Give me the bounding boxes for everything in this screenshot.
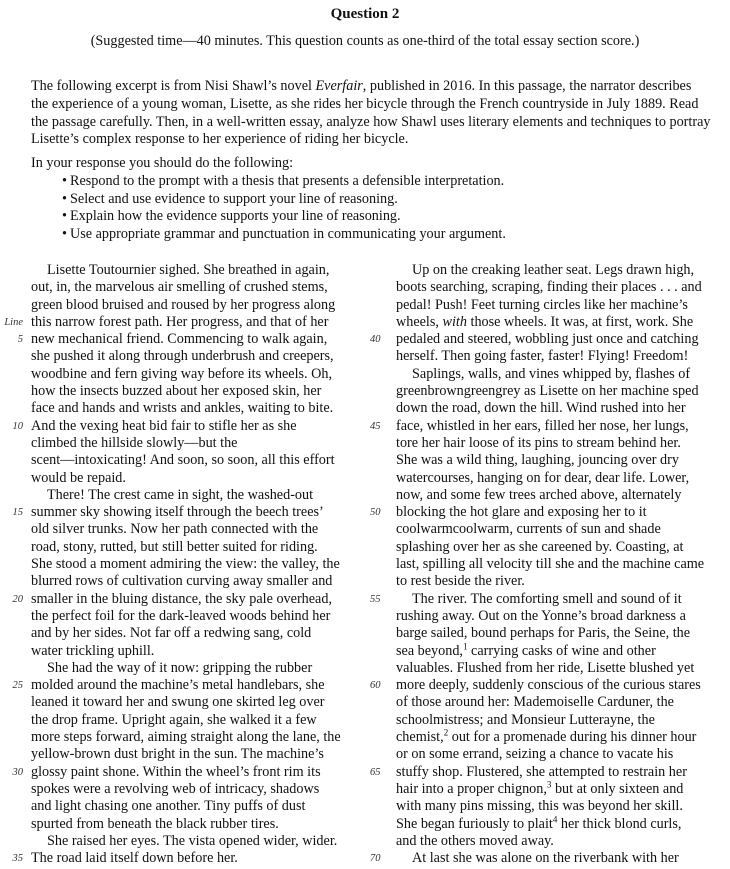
line-text: hair into a proper chignon,$^3$ but at only sixteen and bbox=[396, 779, 684, 797]
prompt-intro bbox=[31, 78, 711, 149]
passage-line bbox=[0, 521, 350, 538]
line-text: and by her sides. Not far off a redwing sang, cold bbox=[31, 625, 312, 642]
line-text: road, stony, rutted, but still better suited for riding. bbox=[31, 538, 318, 555]
line-text: Up on the creaking leather seat. Legs drawn high, bbox=[412, 262, 695, 278]
passage-line bbox=[370, 764, 715, 781]
line-number: 10 bbox=[12, 420, 23, 432]
passage-line bbox=[0, 383, 350, 400]
line-text: tore her hair loose of its pins to stream behind her. bbox=[396, 434, 681, 451]
line-text: woodbine and fern giving way before its wheels. Oh, bbox=[31, 365, 333, 382]
line-text: would be repaid. bbox=[31, 469, 126, 486]
line-number: Line bbox=[4, 316, 23, 328]
line-text: She had the way of it now: gripping the rubber bbox=[47, 659, 313, 676]
question-title: Question 2 bbox=[330, 6, 400, 22]
passage-line bbox=[370, 452, 715, 469]
instructions-lead: In your response you should do the following: bbox=[31, 155, 294, 171]
line-number: 5 bbox=[17, 334, 23, 346]
passage-line bbox=[370, 504, 715, 521]
line-number: 70 bbox=[370, 853, 381, 865]
line-text: smaller in the bluing distance, the sky pale overhead, bbox=[31, 590, 332, 607]
book-title: Everfair bbox=[315, 78, 363, 94]
line-text: leaned it toward her and swung one skirted leg over bbox=[31, 694, 325, 711]
footnote-marker: 1 bbox=[462, 640, 468, 651]
passage-line bbox=[0, 279, 350, 296]
instruction-item: • Use appropriate grammar and punctuation in communicating your argument. bbox=[31, 226, 711, 244]
line-text: At last she was alone on the riverbank with her bbox=[412, 850, 679, 867]
line-text: pedal! Push! Feet turning circles like her machine’s bbox=[396, 296, 688, 313]
line-text: The river. The comforting smell and sound of it bbox=[412, 590, 682, 607]
passage-line bbox=[370, 331, 715, 348]
line-text: the perfect foil for the dark-leaved woods behind her bbox=[31, 607, 331, 624]
line-text: chemist,$^2$ out for a promenade during his dinner hour bbox=[396, 727, 697, 746]
passage-line bbox=[0, 850, 350, 867]
passage-line bbox=[0, 591, 350, 608]
passage-line bbox=[0, 677, 350, 694]
line-text: watercourses, hanging on for dear, dear life. Lower, bbox=[396, 469, 690, 486]
passage-line bbox=[370, 470, 715, 487]
passage-line bbox=[0, 314, 350, 331]
line-text: spurted from beneath the black rubber tires. bbox=[31, 815, 279, 832]
passage-line bbox=[0, 452, 350, 469]
line-text: splashing over her as she careened by. Coasting, at bbox=[396, 538, 684, 555]
line-number: 45 bbox=[370, 420, 381, 432]
line-text: and light chasing one another. Tiny puffs of dust bbox=[31, 798, 306, 815]
line-text: this narrow forest path. Her progress, and that of her bbox=[31, 313, 329, 330]
line-text: yellow-brown dust bright in the sun. The machine’s bbox=[31, 746, 324, 763]
line-text: pedaled and steered, wobbling just once and catching bbox=[396, 331, 699, 348]
line-text: sea beyond,$^1$ carrying casks of wine and other bbox=[396, 640, 656, 659]
line-text: new mechanical friend. Commencing to walk again, bbox=[31, 331, 328, 348]
line-text: schoolmistress; and Monsieur Lutterayne, the bbox=[396, 711, 655, 728]
line-number: 60 bbox=[370, 680, 381, 692]
line-text: green blood bruised and roused by her progress along bbox=[31, 296, 336, 313]
line-text: face and hands and wrists and ankles, waiting to bite. bbox=[31, 400, 334, 417]
line-text: wheels, with those wheels. It was, at first, work. She bbox=[396, 313, 694, 330]
line-number: 65 bbox=[370, 766, 381, 778]
passage-line bbox=[0, 504, 350, 521]
passage-line bbox=[0, 348, 350, 365]
passage-line bbox=[370, 262, 715, 279]
passage-line bbox=[370, 677, 715, 694]
line-number: 25 bbox=[12, 680, 23, 692]
line-number: 30 bbox=[12, 766, 23, 778]
line-text: There! The crest came in sight, the washed-out bbox=[47, 486, 314, 503]
line-text: face, whistled in her ears, filled her nose, her lungs, bbox=[396, 417, 689, 434]
line-text: barge sailed, bound perhaps for Paris, the Seine, the bbox=[396, 625, 691, 642]
line-text: old silver trunks. Now her path connected with the bbox=[31, 521, 319, 538]
passage-line bbox=[0, 833, 350, 850]
line-text: greenbrowngreengrey as Lisette on her machine sped bbox=[396, 383, 699, 400]
passage-line bbox=[0, 556, 350, 573]
passage-line bbox=[0, 418, 350, 435]
line-text: The road laid itself down before her. bbox=[31, 850, 238, 867]
passage-line bbox=[370, 813, 715, 833]
passage-line bbox=[0, 297, 350, 314]
passage-line bbox=[370, 781, 715, 798]
line-number: 55 bbox=[370, 593, 381, 605]
response-instructions bbox=[31, 155, 711, 244]
line-text: now, and some few trees arched above, alternately bbox=[396, 486, 682, 503]
line-text: and the others moved away. bbox=[396, 832, 554, 849]
line-number: 15 bbox=[12, 507, 23, 519]
line-text: water trickling uphill. bbox=[31, 642, 155, 659]
passage-line bbox=[370, 383, 715, 400]
passage-line bbox=[370, 314, 715, 331]
line-text: coolwarmcoolwarm, currents of sun and shade bbox=[396, 521, 661, 538]
passage-line bbox=[370, 400, 715, 417]
line-number: 40 bbox=[370, 334, 381, 346]
passage-line bbox=[0, 781, 350, 798]
passage-line bbox=[0, 262, 350, 279]
line-text: Saplings, walls, and vines whipped by, flashes of bbox=[412, 365, 691, 382]
line-text: more steps forward, aiming straight along the lane, the bbox=[31, 729, 341, 746]
passage-line bbox=[370, 435, 715, 452]
line-text: or on some errand, seizing a chance to vacate his bbox=[396, 746, 674, 763]
passage-line bbox=[370, 833, 715, 850]
passage-line bbox=[370, 729, 715, 746]
passage-line bbox=[0, 331, 350, 348]
passage-line bbox=[370, 798, 715, 815]
passage-line bbox=[0, 746, 350, 763]
line-text: with many pins missing, this was beyond her skill. bbox=[396, 798, 683, 815]
prompt-intro-part2: , published in 2016. In this passage, the narrator describes the experience of a young woman, Lisette, as she rides her bicycle through the French countryside in July 1889. Read the passage carefully. Then, in a well-written essay, analyze how Shawl uses literary elements and techniques to portray Lisette’s complex response to her experience of riding her bicycle. bbox=[31, 78, 711, 148]
line-text: out, in, the marvelous air smelling of crushed stems, bbox=[31, 279, 328, 296]
passage-line bbox=[370, 573, 715, 590]
passage-line bbox=[370, 694, 715, 711]
footnote-marker: 3 bbox=[546, 779, 552, 790]
line-text: blurred rows of cultivation curving away smaller and bbox=[31, 573, 333, 590]
passage-line bbox=[0, 712, 350, 729]
line-text: more deeply, suddenly conscious of the curious stares bbox=[396, 677, 701, 694]
passage-line bbox=[370, 279, 715, 296]
line-text: glossy paint shone. Within the wheel’s front rim its bbox=[31, 763, 321, 780]
passage-line bbox=[0, 400, 350, 417]
line-text: how the insects buzzed about her exposed skin, her bbox=[31, 383, 322, 400]
line-text: down the road, down the hill. Wind rushed into her bbox=[396, 400, 686, 417]
footnote-marker: 2 bbox=[443, 727, 449, 738]
line-text: she pushed it along through underbrush and creepers, bbox=[31, 348, 334, 365]
passage-line bbox=[370, 348, 715, 365]
passage-line bbox=[0, 539, 350, 556]
line-text: She began furiously to plait$^4$ her thick blond curls, bbox=[396, 813, 682, 832]
passage-line bbox=[370, 625, 715, 642]
passage-line bbox=[0, 608, 350, 625]
passage-line bbox=[0, 764, 350, 781]
line-text: molded around the machine’s metal handlebars, she bbox=[31, 677, 325, 694]
passage-line bbox=[0, 435, 350, 452]
line-text: She raised her eyes. The vista opened wider, wider. bbox=[47, 832, 338, 849]
passage-line bbox=[0, 487, 350, 504]
line-text: herself. Then going faster, faster! Flying! Freedom! bbox=[396, 348, 689, 365]
passage-line bbox=[0, 366, 350, 383]
passage-column-left bbox=[0, 262, 350, 867]
passage-line bbox=[0, 470, 350, 487]
passage-column-right bbox=[370, 262, 715, 867]
passage-line bbox=[0, 729, 350, 746]
passage-line bbox=[370, 608, 715, 625]
passage-line bbox=[370, 366, 715, 383]
instructions-list bbox=[31, 173, 711, 244]
instruction-item: • Explain how the evidence supports your line of reasoning. bbox=[31, 208, 711, 226]
line-text: scent—intoxicating! And soon, so soon, all this effort bbox=[31, 452, 335, 469]
passage-line bbox=[370, 539, 715, 556]
line-text: She was a wild thing, laughing, jouncing over dry bbox=[396, 452, 679, 469]
passage-line bbox=[370, 850, 715, 867]
line-text: climbed the hillside slowly—but the bbox=[31, 434, 238, 451]
line-text: last, spilling all velocity till she and the machine came bbox=[396, 556, 705, 573]
line-text: She stood a moment admiring the view: the valley, the bbox=[31, 556, 340, 573]
passage-line bbox=[0, 625, 350, 642]
line-text: rushing away. Out on the Yonne’s broad darkness a bbox=[396, 607, 686, 624]
passage-line bbox=[370, 521, 715, 538]
prompt-intro-part1: The following excerpt is from Nisi Shawl’s novel bbox=[31, 78, 316, 94]
line-text: spokes were a revolving web of intricacy, shadows bbox=[31, 780, 320, 797]
passage-line bbox=[370, 640, 715, 660]
passage-line bbox=[370, 487, 715, 504]
instruction-item: • Respond to the prompt with a thesis that presents a defensible interpretation. bbox=[31, 173, 711, 191]
passage-line bbox=[370, 746, 715, 763]
line-text: boots searching, scraping, finding their places . . . and bbox=[396, 279, 702, 296]
passage-line bbox=[0, 694, 350, 711]
line-text: to rest beside the river. bbox=[396, 573, 525, 590]
line-text: the drop frame. Upright again, she walked it a few bbox=[31, 711, 317, 728]
line-text: valuables. Flushed from her ride, Lisette blushed yet bbox=[396, 659, 695, 676]
line-number: 20 bbox=[12, 593, 23, 605]
line-text: And the vexing heat bid fair to stifle her as she bbox=[31, 417, 297, 434]
line-number: 35 bbox=[12, 853, 23, 865]
line-text: blocking the hot glare and exposing her to it bbox=[396, 504, 647, 521]
passage-line bbox=[370, 591, 715, 608]
passage-line bbox=[0, 643, 350, 660]
passage-line bbox=[0, 573, 350, 590]
passage-line bbox=[370, 297, 715, 314]
line-text: stuffy shop. Flustered, she attempted to restrain her bbox=[396, 763, 687, 780]
line-text: summer sky showing itself through the beech trees’ bbox=[31, 504, 324, 521]
footnote-marker: 4 bbox=[552, 813, 558, 824]
instruction-item: • Select and use evidence to support your line of reasoning. bbox=[31, 191, 711, 209]
line-text: Lisette Toutournier sighed. She breathed in again, bbox=[47, 262, 330, 278]
passage-line bbox=[0, 816, 350, 833]
question-subtitle: (Suggested time—40 minutes. This question counts as one-third of the total essay section score.) bbox=[90, 33, 640, 49]
passage-line bbox=[370, 660, 715, 677]
passage-line bbox=[370, 556, 715, 573]
passage-line bbox=[0, 660, 350, 677]
passage-line bbox=[370, 418, 715, 435]
passage-line bbox=[370, 712, 715, 729]
line-number: 50 bbox=[370, 507, 381, 519]
passage-line bbox=[0, 798, 350, 815]
line-text: of those around her: Mademoiselle Carduner, the bbox=[396, 694, 674, 711]
